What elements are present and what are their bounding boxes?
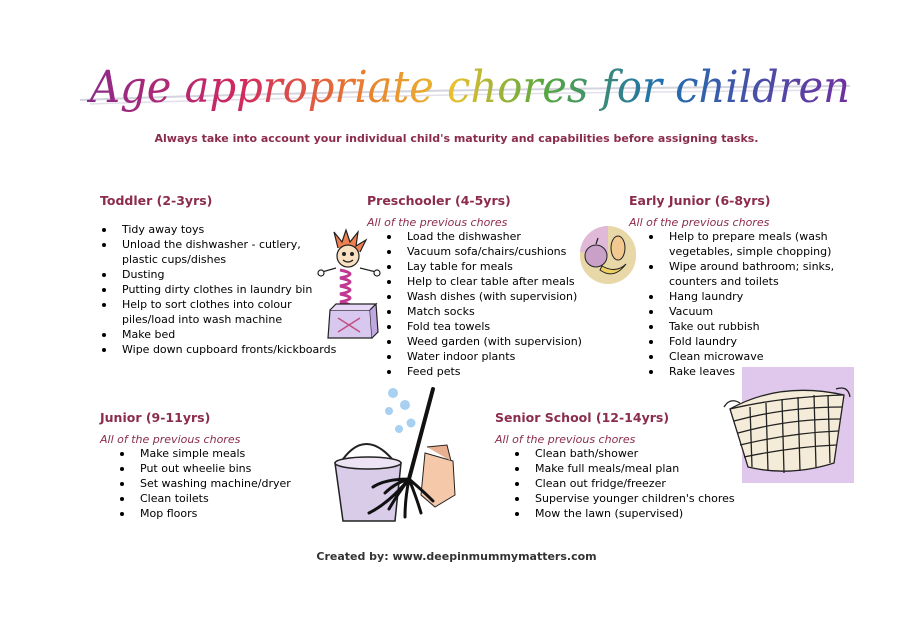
section-heading: Junior (9-11yrs) [100, 410, 211, 425]
list-item: Wipe around bathroom; sinks, counters and toilets [647, 259, 844, 289]
list-item: Put out wheelie bins [118, 461, 320, 476]
section-heading: Early Junior (6-8yrs) [629, 193, 771, 208]
list-item: Clean toilets [118, 491, 320, 506]
list-item: Take out rubbish [647, 319, 844, 334]
list-item: Wash dishes (with supervision) [385, 289, 597, 304]
subtitle: Always take into account your individual child's maturity and capabilities before assigning tasks. [154, 132, 759, 145]
list-item: Help to prepare meals (wash vegetables, simple chopping) [647, 229, 844, 259]
list-item: Make simple meals [118, 446, 320, 461]
list-item: Unload the dishwasher - cutlery, plastic cups/dishes [100, 237, 340, 267]
section-subheading: All of the previous chores [367, 216, 508, 229]
jack-in-the-box-icon [316, 228, 384, 340]
section-subheading: All of the previous chores [629, 216, 770, 229]
section-heading: Senior School (12-14yrs) [495, 410, 670, 425]
basket-icon [720, 367, 854, 483]
list-item: Supervise younger children's chores [513, 491, 745, 506]
page-title [80, 58, 860, 118]
list-item: Wipe down cupboard fronts/kickboards [100, 342, 340, 357]
fruit-icon [576, 222, 638, 288]
section-senior-school [495, 410, 745, 521]
preschooler-list [385, 229, 597, 379]
list-item: Rake leaves [647, 364, 844, 379]
list-item: Lay table for meals [385, 259, 597, 274]
junior-list [118, 446, 320, 521]
footer-credit: Created by: www.deepinmummymatters.com [316, 550, 597, 563]
section-heading: Toddler (2-3yrs) [100, 193, 213, 208]
section-junior [100, 410, 320, 521]
list-item: Hang laundry [647, 289, 844, 304]
list-item: Clean bath/shower [513, 446, 745, 461]
list-item: Weed garden (with supervision) [385, 334, 597, 349]
list-item: Water indoor plants [385, 349, 597, 364]
section-toddler [100, 193, 340, 357]
list-item: Feed pets [385, 364, 597, 379]
list-item: Fold laundry [647, 334, 844, 349]
list-item: Make full meals/meal plan [513, 461, 745, 476]
list-item: Help to clear table after meals [385, 274, 597, 289]
list-item: Make bed [100, 327, 340, 342]
mop-bucket-icon [325, 383, 475, 531]
senior-list [513, 446, 745, 521]
list-item: Dusting [100, 267, 340, 282]
list-item: Mop floors [118, 506, 320, 521]
list-item: Putting dirty clothes in laundry bin [100, 282, 340, 297]
list-item: Load the dishwasher [385, 229, 597, 244]
list-item: Vacuum sofa/chairs/cushions [385, 244, 597, 259]
section-early-junior [629, 193, 844, 379]
list-item: Fold tea towels [385, 319, 597, 334]
section-subheading: All of the previous chores [495, 433, 636, 446]
early-junior-list [647, 229, 844, 379]
list-item: Mow the lawn (supervised) [513, 506, 745, 521]
list-item: Tidy away toys [100, 222, 340, 237]
list-item: Clean out fridge/freezer [513, 476, 745, 491]
title-text: Age appropriate chores for children [86, 62, 850, 113]
list-item: Clean microwave [647, 349, 844, 364]
list-item: Match socks [385, 304, 597, 319]
list-item: Vacuum [647, 304, 844, 319]
section-heading: Preschooler (4-5yrs) [367, 193, 511, 208]
list-item: Help to sort clothes into colour piles/load into wash machine [100, 297, 340, 327]
section-subheading: All of the previous chores [100, 433, 241, 446]
list-item: Set washing machine/dryer [118, 476, 320, 491]
toddler-list [100, 222, 340, 357]
section-preschooler [367, 193, 597, 379]
